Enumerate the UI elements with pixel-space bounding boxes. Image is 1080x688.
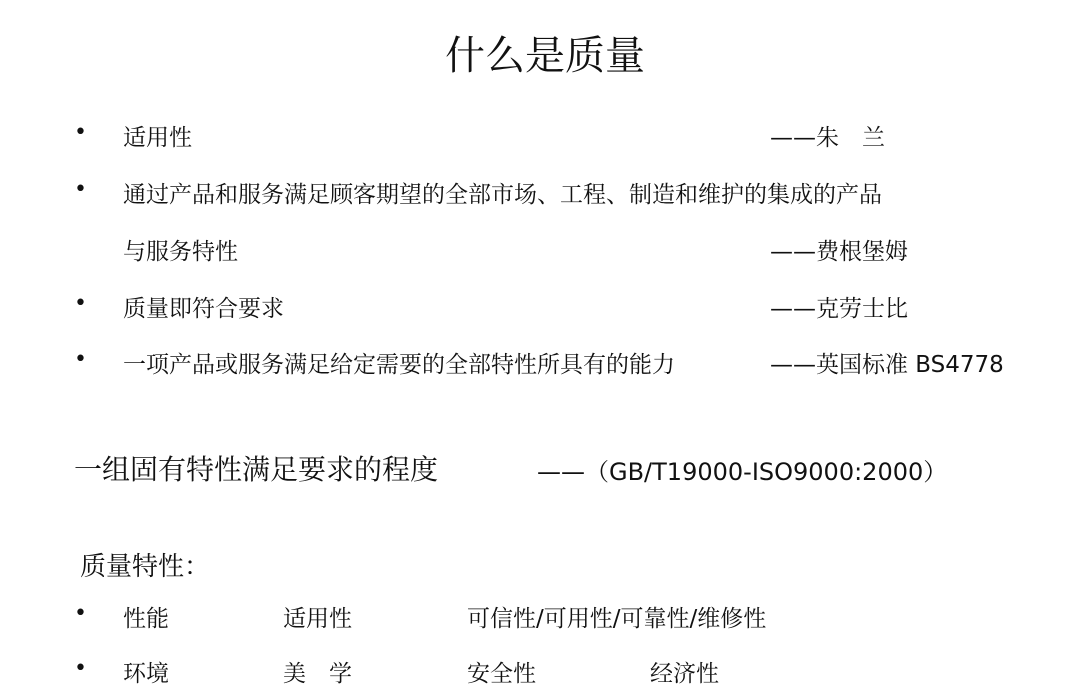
bullet-icon: • xyxy=(74,177,87,202)
item-text: 适用性 xyxy=(123,125,192,151)
definition-source: ——（GB/T19000-ISO9000:2000） xyxy=(537,458,948,486)
characteristic-item: 适用性 xyxy=(283,606,352,632)
bullet-icon: • xyxy=(74,656,87,681)
item-attribution: ——朱 兰 xyxy=(770,125,885,151)
characteristic-item: 环境 xyxy=(123,661,169,687)
characteristic-item: 可信性/可用性/可靠性/维修性 xyxy=(467,606,767,632)
item-attribution: ——英国标准 BS4778 xyxy=(770,352,1004,378)
item-text: 通过产品和服务满足顾客期望的全部市场、工程、制造和维护的集成的产品 xyxy=(123,182,882,208)
item-text-continuation: 与服务特性 xyxy=(123,239,238,265)
definition-text: 一组固有特性满足要求的程度 xyxy=(74,453,439,486)
bullet-icon: • xyxy=(74,291,87,316)
bullet-icon: • xyxy=(74,601,87,626)
characteristic-item: 性能 xyxy=(123,606,169,632)
item-attribution: ——克劳士比 xyxy=(770,296,908,322)
item-text: 质量即符合要求 xyxy=(123,296,284,322)
characteristic-item: 美 学 xyxy=(283,661,352,687)
item-text: 一项产品或服务满足给定需要的全部特性所具有的能力 xyxy=(123,352,675,378)
page-title: 什么是质量 xyxy=(445,33,645,79)
bullet-icon: • xyxy=(74,347,87,372)
bullet-icon: • xyxy=(74,120,87,145)
characteristic-item: 经济性 xyxy=(650,661,719,687)
characteristics-heading: 质量特性： xyxy=(80,552,211,582)
item-attribution: ——费根堡姆 xyxy=(770,239,908,265)
characteristic-item: 安全性 xyxy=(467,661,536,687)
